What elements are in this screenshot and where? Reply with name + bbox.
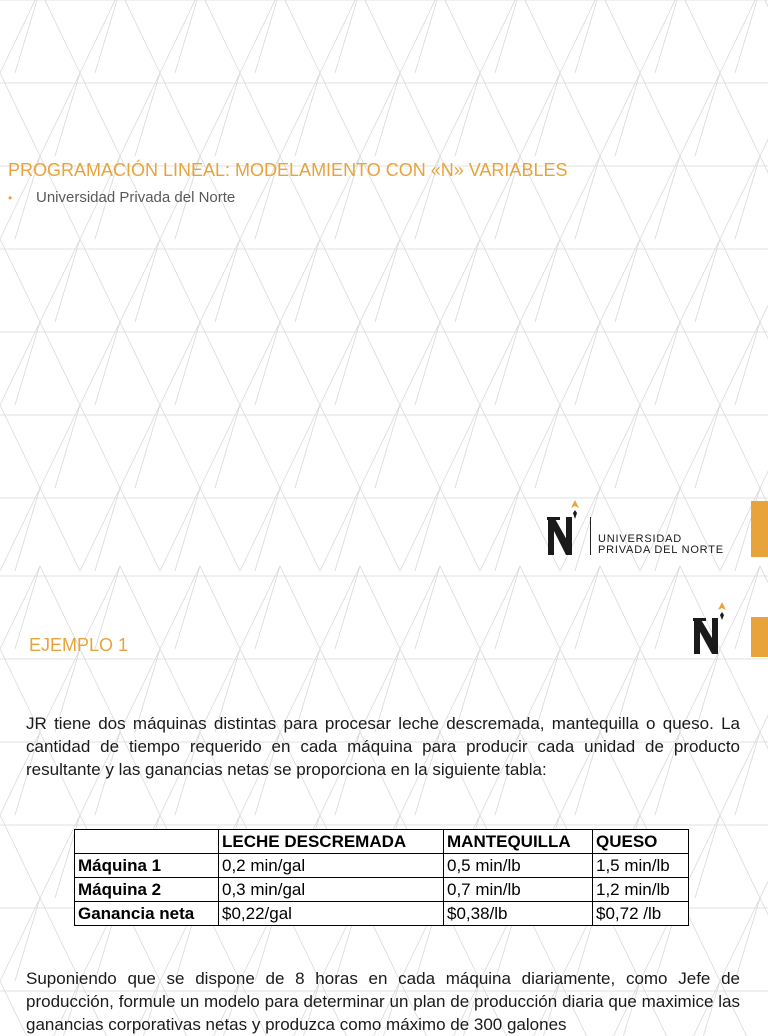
example-slide [0, 576, 768, 1034]
logo-divider [590, 517, 591, 555]
accent-bar [751, 501, 768, 557]
table-cell: $0,22/gal [219, 902, 444, 926]
bullet-icon: • [8, 191, 13, 205]
table-cell: 0,7 min/lb [444, 878, 593, 902]
table-row [75, 854, 689, 878]
logo-line-2: PRIVADA DEL NORTE [598, 544, 724, 556]
row-label: Máquina 1 [75, 854, 219, 878]
table-cell: 1,5 min/lb [593, 854, 689, 878]
university-name: Universidad Privada del Norte [36, 189, 236, 206]
logo-line-1: UNIVERSIDAD [598, 533, 682, 545]
row-label: Ganancia neta [75, 902, 219, 926]
table-cell: 0,2 min/gal [219, 854, 444, 878]
table-cell: $0,38/lb [444, 902, 593, 926]
slide-title: EJEMPLO 1 [29, 635, 129, 655]
logo-wordmark [598, 534, 724, 556]
production-table [74, 829, 689, 926]
row-label: Máquina 2 [75, 878, 219, 902]
table-cell: 0,3 min/gal [219, 878, 444, 902]
table-cell: $0,72 /lb [593, 902, 689, 926]
accent-bar [751, 617, 768, 657]
presentation-title: PROGRAMACIÓN LINEAL: MODELAMIENTO CON «N» VARIABLES [8, 160, 568, 180]
table-header-cell: MANTEQUILLA [444, 830, 593, 854]
table-header-cell: LECHE DESCREMADA [219, 830, 444, 854]
table-header-cell: QUESO [593, 830, 689, 854]
university-logo-mark [688, 600, 736, 658]
table-cell: 0,5 min/lb [444, 854, 593, 878]
table-cell: 1,2 min/lb [593, 878, 689, 902]
table-row [75, 902, 689, 926]
problem-statement: JR tiene dos máquinas distintas para procesar leche descremada, mantequilla o queso. La cantidad de tiempo requerido en cada máquina para producir cada unidad de producto resultante y las ganancias netas se proporciona en la siguiente tabla: [26, 714, 740, 779]
problem-question: Suponiendo que se dispone de 8 horas en cada máquina diariamente, como Jefe de producción, formule un modelo para determinar un plan de producción diaria que maximice las ganancias corporativas netas y produzca como máximo de 300 galones [26, 969, 740, 1034]
subtitle-item [8, 189, 235, 206]
table-header-row [75, 830, 689, 854]
table-row [75, 878, 689, 902]
table-header-cell [75, 830, 219, 854]
